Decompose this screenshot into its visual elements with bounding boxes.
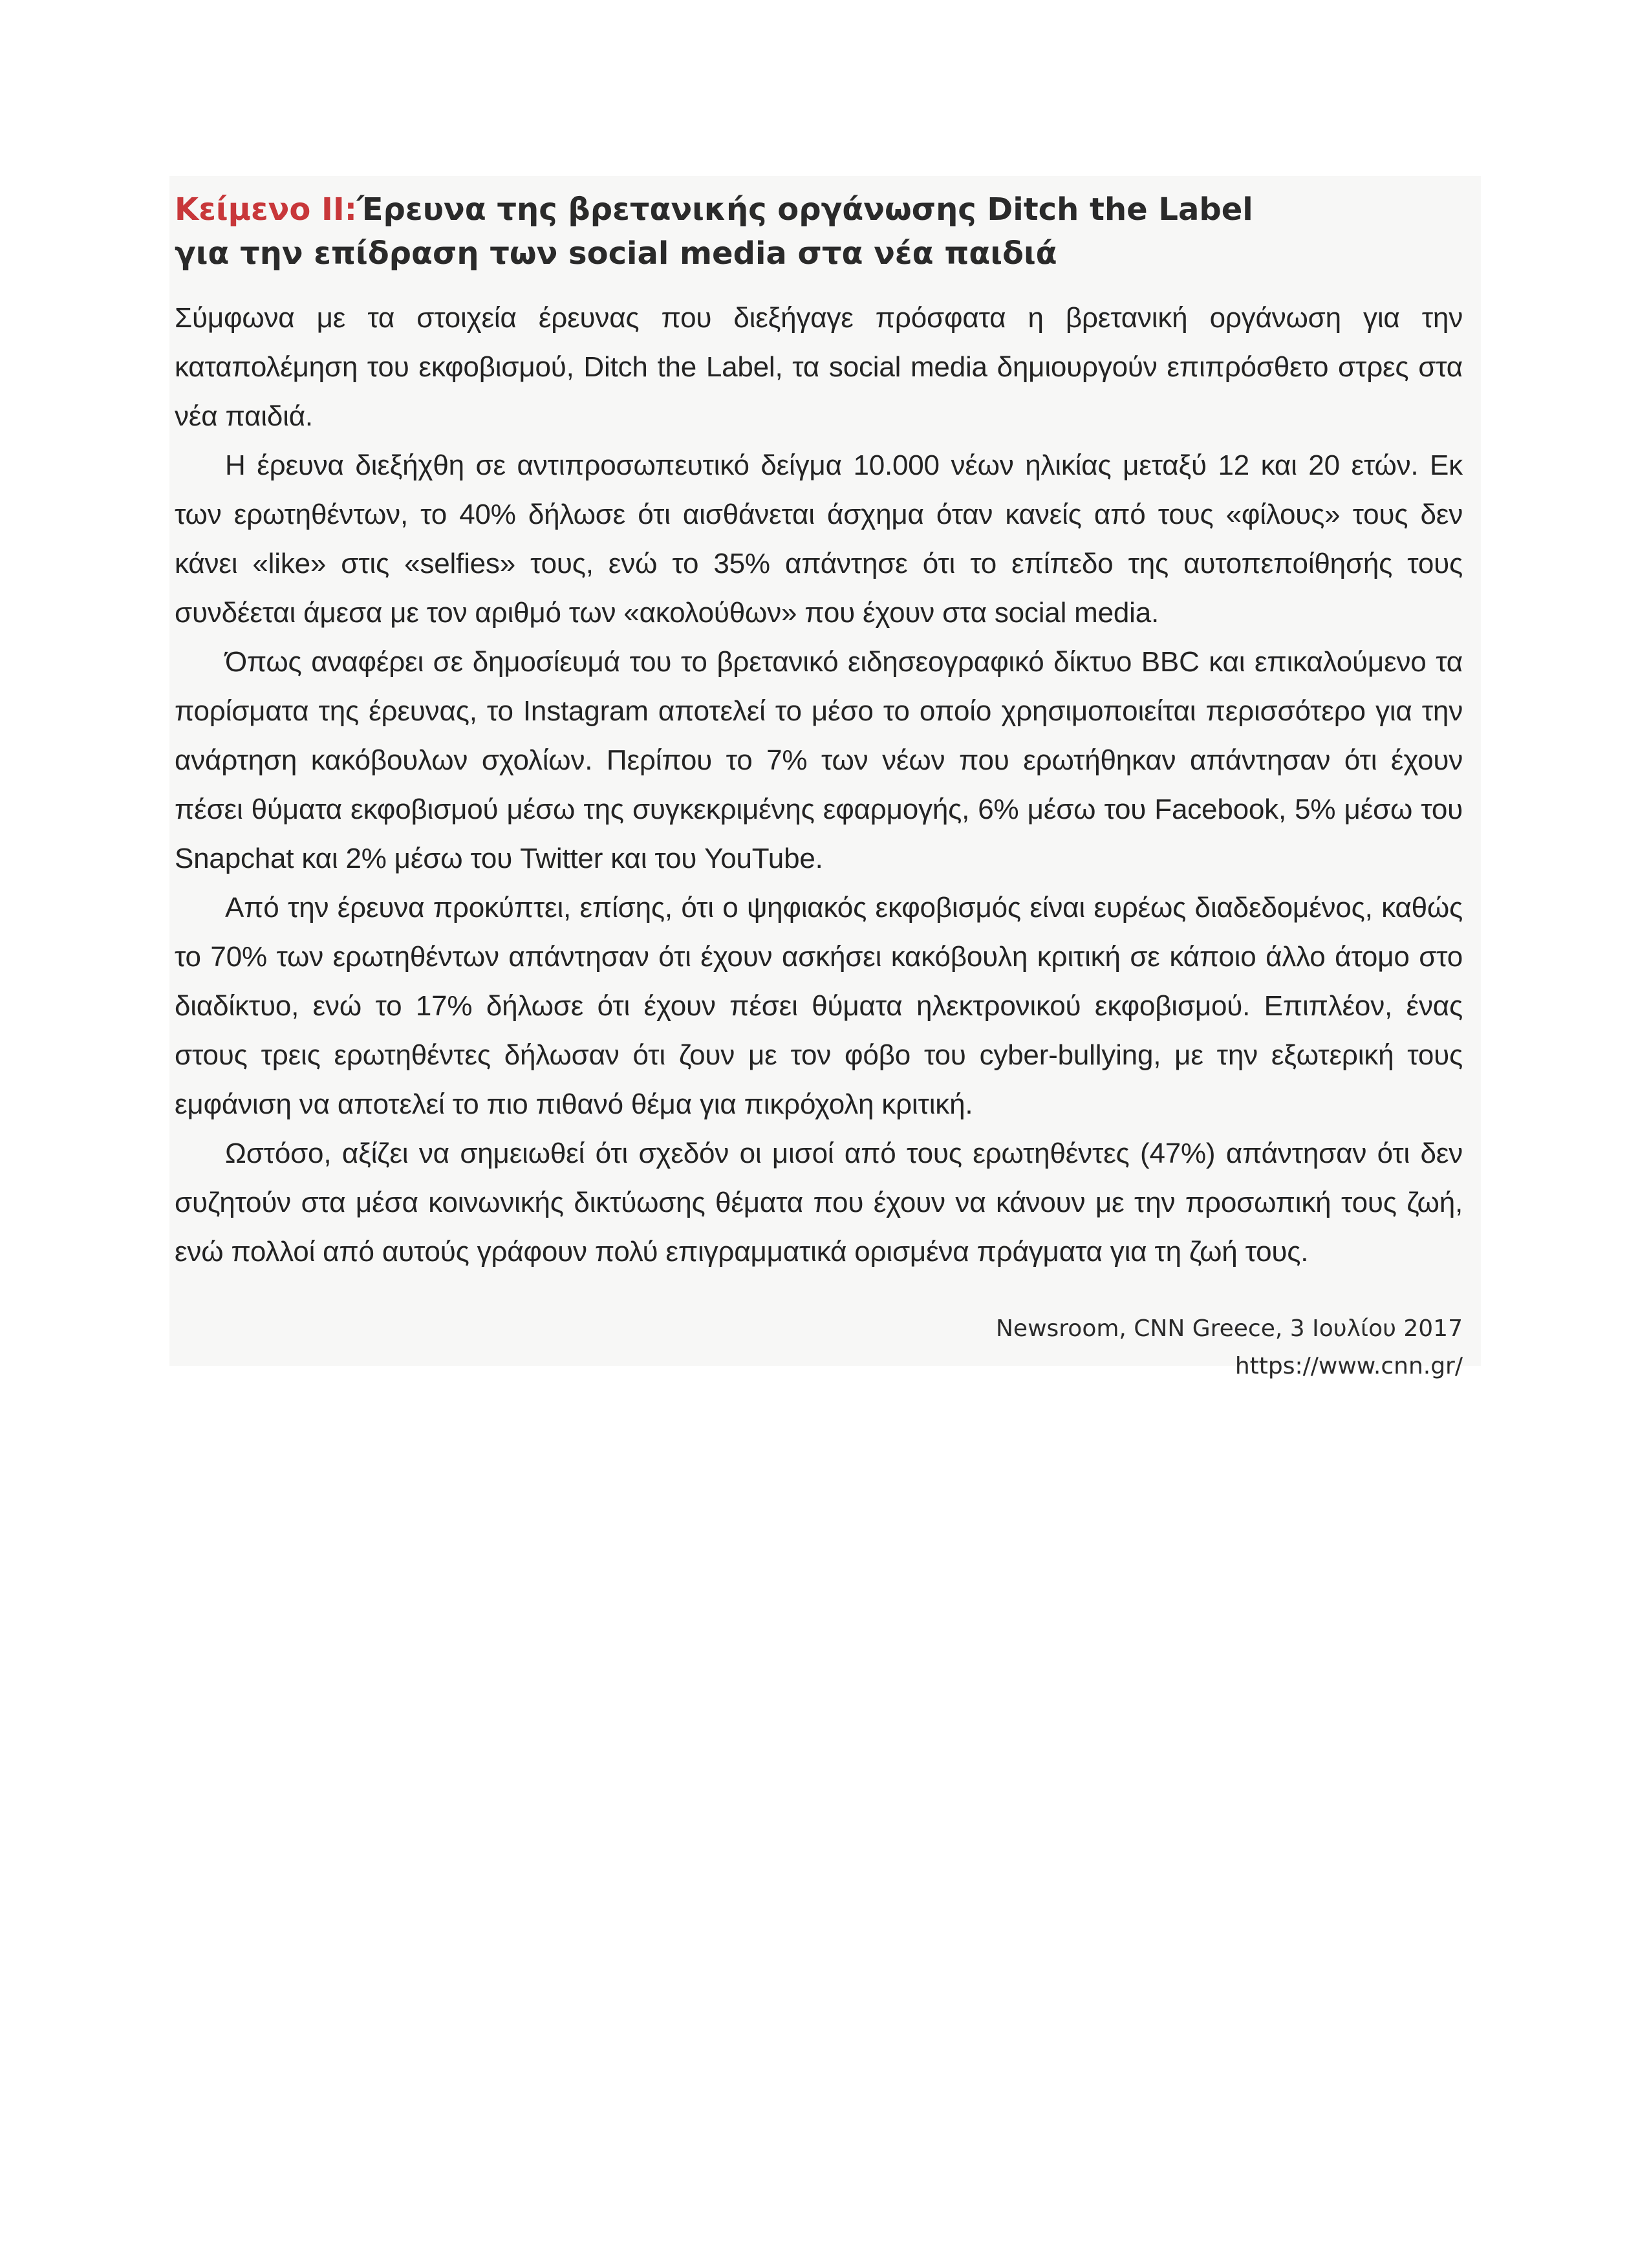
article-heading: [175, 188, 1463, 275]
paragraph: Ωστόσο, αξίζει να σημειωθεί ότι σχεδόν οι μισοί από τους ερωτηθέντες (47%) απάντησαν ότι δεν συζητούν στα μέσα κοινωνικής δικτύωσης θέματα που έχουν να κάνουν με την προσωπική τους ζωή, ενώ πολλοί από αυτούς γράφουν πολύ επιγραμματικά ορισμένα πράγματα για τη ζωή τους.: [175, 1138, 1463, 1268]
article-body: [175, 294, 1463, 1277]
article-source: [175, 1310, 1463, 1385]
paragraph: Από την έρευνα προκύπτει, επίσης, ότι ο ψηφιακός εκφοβισμός είναι ευρέως διαδεδομένος, καθώς το 70% των ερωτηθέντων απάντησαν ότι έχουν ασκήσει κακόβουλη κριτική σε κάποιο άλλο άτομο στο διαδίκτυο, ενώ το 17% δήλωσε ότι έχουν πέσει θύματα ηλεκτρονικού εκφοβισμού. Επιπλέον, ένας στους τρεις ερωτηθέντες δήλωσαν ότι ζουν με τον φόβο του cyber-bullying, με την εξωτερική τους εμφάνιση να αποτελεί το πιο πιθανό θέμα για πικρόχολη κριτική.: [175, 892, 1463, 1120]
paragraph: Η έρευνα διεξήχθη σε αντιπροσωπευτικό δείγμα 10.000 νέων ηλικίας μεταξύ 12 και 20 ετών. Εκ των ερωτηθέντων, το 40% δήλωσε ότι αισθάνεται άσχημα όταν κανείς από τους «φίλους» τους δεν κάνει «like» στις «selfies» τους, ενώ το 35% απάντησε ότι το επίπεδο της αυτοπεποίθησής τους συνδέεται άμεσα με τον αριθμό των «ακολούθων» που έχουν στα social media.: [175, 449, 1463, 629]
paragraph: Σύμφωνα με τα στοιχεία έρευνας που διεξήγαγε πρόσφατα η βρετανική οργάνωση για την καταπολέμηση του εκφοβισμού, Ditch the Label, τα social media δημιουργούν επιπρόσθετο στρες στα νέα παιδιά.: [175, 302, 1463, 432]
source-url: https://www.cnn.gr/: [1234, 1353, 1463, 1379]
source-citation: Newsroom, CNN Greece, 3 Ιουλίου 2017: [996, 1315, 1463, 1342]
article: [175, 188, 1463, 1385]
article-title-line-2: για την επίδραση των social media στα νέα παιδιά: [175, 235, 1057, 272]
article-title-line-1: Έρευνα της βρετανικής οργάνωσης Ditch the Label: [356, 191, 1253, 228]
text-label: Κείμενο ΙΙ:: [175, 191, 357, 228]
paragraph: Όπως αναφέρει σε δημοσίευμά του το βρετανικό ειδησεογραφικό δίκτυο BBC και επικαλούμενο τα πορίσματα της έρευνας, το Instagram αποτελεί το μέσο το οποίο χρησιμοποιείται περισσότερο για την ανάρτηση κακόβουλων σχολίων. Περίπου το 7% των νέων που ερωτήθηκαν απάντησαν ότι έχουν πέσει θύματα εκφοβισμού μέσω της συγκεκριμένης εφαρμογής, 6% μέσω του Facebook, 5% μέσω του Snapchat και 2% μέσω του Twitter και του YouTube.: [175, 646, 1463, 874]
